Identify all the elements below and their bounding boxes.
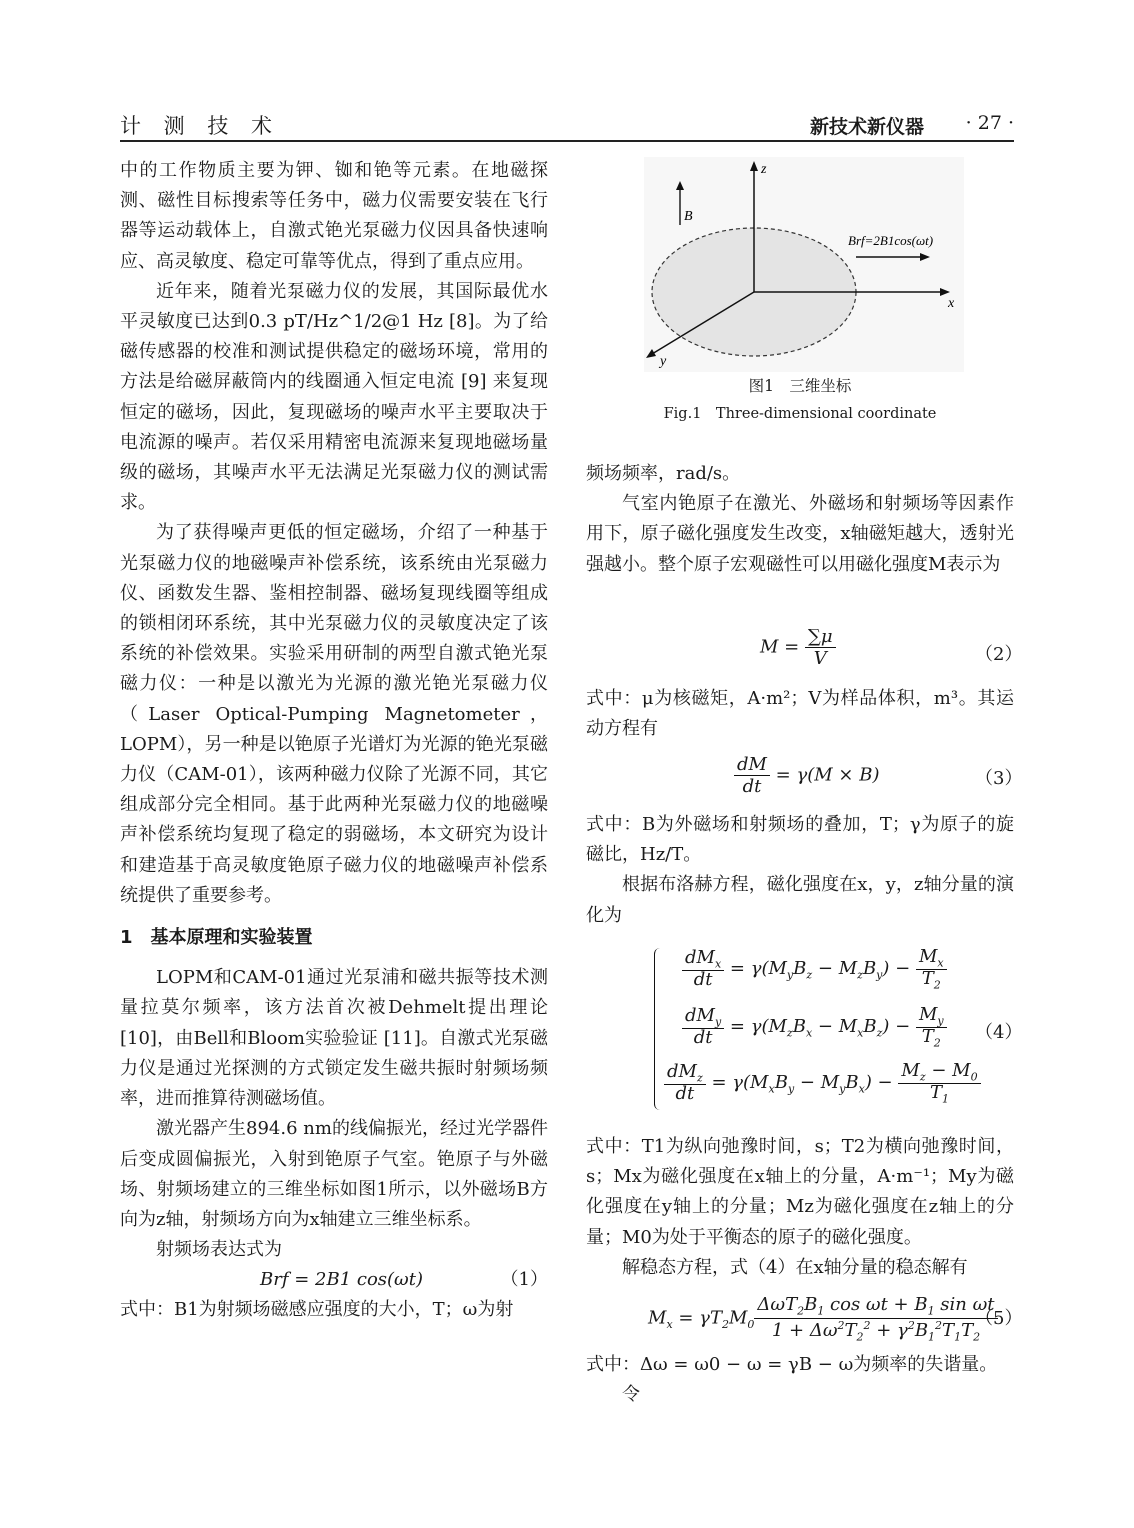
right-paragraph-3: 式中：μ为核磁矩，A·m²；V为样品体积，m³。其运动方程有 [586,688,1014,740]
equation-2: M = $\frac{\sum\mu}{V}$ [760,626,836,669]
equation-5-number: （5） [975,1308,1023,1329]
right-column-mid1 [586,684,1014,744]
equation-5: $M_x = \gamma T_2M_0$ $\frac{\Delta\omega T_2B_1 \cos \omega t + B_1 \sin \omega t}{1 + \Delta\omega^2T_2^2 + \gamma^2B_1^2T_1T_2}$ [648,1294,998,1343]
coordinate-figure [644,157,964,372]
right-paragraph-2: 气室内铯原子在激光、外磁场和射频场等因素作用下，原子磁化强度发生改变，x轴磁矩越大，透射光强越小。整个原子宏观磁性可以用磁化强度M表示为 [586,493,1014,575]
equation-4-number: （4） [975,1022,1023,1043]
right-paragraph-9: 令 [622,1384,640,1406]
left-paragraph-1: 中的工作物质主要为钾、铷和铯等元素。在地磁探测、磁性目标搜索等任务中，磁力仪需要安装在飞行器等运动载体上，自激式铯光泵磁力仪因具备快速响应、高灵敏度、稳定可靠等优点，得到了重点应用。 [120,160,548,272]
right-paragraph-4: 式中：B为外磁场和射频场的叠加，T；γ为原子的旋磁比，Hz/T。 [586,814,1014,866]
right-column-bottom [586,1350,1014,1410]
left-paragraph-3: 为了获得噪声更低的恒定磁场，介绍了一种基于光泵磁力仪的地磁噪声补偿系统，该系统由光泵磁力仪、函数发生器、鉴相控制器、磁场复现线圈等组成的锁相闭环系统，其中光泵磁力仪的灵敏度决定了该系统的补偿效果。实验采用研制的两型自激式铯光泵磁力仪：一种是以激光为光源的激光铯光泵磁力仪（Laser Optical-Pumping Magnetometer，LOPM），另一种是以铯原子光谱灯为光源的铯光泵磁力仪（CAM-01），该两种磁力仪除了光源不同，其它组成部分完全相同。基于此两种光泵磁力仪的地磁噪声补偿系统均复现了稳定的弱磁场，本文研究为设计和建造基于高灵敏度铯原子磁力仪的地磁噪声补偿系统提供了重要参考。 [120,522,548,906]
equation-3-fraction: $\frac{dM}{dt}$ [734,754,770,797]
left-paragraph-2: 近年来，随着光泵磁力仪的发展，其国际最优水平灵敏度已达到0.3 pT/Hz^1/2@1 Hz [8]。为了给磁传感器的校准和测试提供稳定的磁场环境，常用的方法是给磁屏蔽筒内的线圈通入恒定电流 [9] 来复现恒定的磁场，因此，复现磁场的噪声水平主要取决于电流源的噪声。若仅采用精密电流源来复现地磁场量级的磁场，其噪声水平无法满足光泵磁力仪的测试需求。 [120,280,548,514]
equation-4-brace [654,948,663,1110]
equation-3: $\frac{dM}{dt}$ = γ(M × B) [734,754,879,797]
left-paragraph-5: 激光器产生894.6 nm的线偏振光，经过光学器件后变成圆偏振光，入射到铯原子气室。铯原子与外磁场、射频场建立的三维坐标如图1所示，以外磁场B方向为z轴，射频场方向为x轴建立三维坐标系。 [120,1118,548,1230]
x-label: x [948,296,955,311]
left-column [120,156,548,1326]
section-heading [120,923,548,953]
equation-5-fraction: $\frac{\Delta\omega T_2B_1 \cos \omega t + B_1 \sin \omega t}{1 + \Delta\omega^2T_2^2 + \gamma^2B_1^2T_1T_2}$ [754,1294,997,1343]
left-paragraph-4: LOPM和CAM-01通过光泵浦和磁共振等技术测量拉莫尔频率，该方法首次被Dehmelt提出理论 [10]，由Bell和Bloom实验验证 [11]。自激式光泵磁力仪是通过光探测的方式锁定发生磁共振时射频场频率，进而推算待测磁场值。 [120,967,548,1110]
equation-2-fraction: $\frac{\sum\mu}{V}$ [805,626,836,669]
section-title: 基本原理和实验装置 [150,927,313,949]
z-label: z [761,162,767,177]
right-column-mid3 [586,1132,1014,1283]
equation-4-line-y: $\frac{dM_y}{dt}$ = $\gamma(M_zB_x - M_xB_z)$ − $\frac{M_y}{T_2}$ [682,1006,947,1048]
section-number: 1 [120,927,133,949]
right-paragraph-1: 频场频率，rad/s。 [586,463,741,484]
equation-1 [120,1265,548,1295]
figure-caption-cn: 图1 三维坐标 [748,377,852,395]
right-column-top [586,459,1014,580]
section-name: 新技术新仪器 [809,116,924,138]
right-paragraph-6: 式中：T1为纵向弛豫时间，s；T2为横向弛豫时间，s；Mx为磁化强度在x轴上的分量，A·m⁻¹；My为磁化强度在y轴上的分量；Mz为磁化强度在z轴上的分量；M0为处于平衡态的原子的磁化强度。 [586,1136,1014,1248]
equation-2-number: （2） [975,644,1023,665]
equation-1-body: Brf = 2B1 cos(ωt) [260,1269,423,1291]
header-rule [120,140,1014,142]
right-paragraph-5: 根据布洛赫方程，磁化强度在x，y，z轴分量的演化为 [586,874,1014,926]
brf-label: Brf=2B1cos(ωt) [848,233,934,248]
equation-3-number: （3） [975,768,1023,789]
right-paragraph-7: 解稳态方程，式（4）在x轴分量的稳态解有 [622,1256,968,1278]
right-paragraph-8: 式中：Δω = ω0 − ω = γB − ω为频率的失谐量。 [586,1354,998,1375]
page-number: · 27 · [965,112,1014,134]
equation-4-line-x: $\frac{dM_x}{dt}$ = $\gamma(M_yB_z - M_zB_y)$ − $\frac{M_x}{T_2}$ [682,948,947,990]
right-column-mid2 [586,810,1014,931]
journal-name: 计 测 技 术 [120,114,281,138]
b-label: B [684,209,693,224]
left-paragraph-6: 射频场表达式为 [156,1239,282,1261]
equation-1-number: （1） [500,1269,548,1291]
figure-caption-en: Fig.1 Three-dimensional coordinate [663,406,937,422]
y-label: y [660,354,667,369]
equation-4-line-z: $\frac{dM_z}{dt}$ = $\gamma(M_xB_y - M_yB_x)$ − $\frac{M_z - M_0}{T_1}$ [664,1062,981,1104]
left-paragraph-7: 式中：B1为射频场磁感应强度的大小，T；ω为射 [120,1299,514,1321]
